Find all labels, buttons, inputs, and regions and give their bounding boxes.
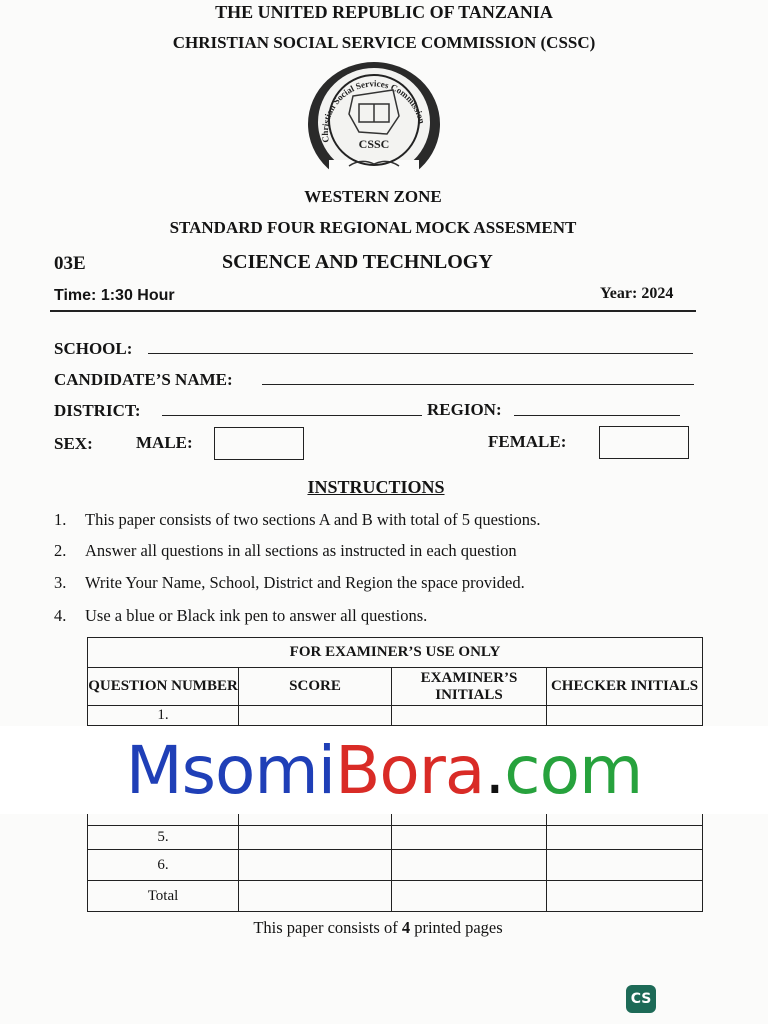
exam-title: STANDARD FOUR REGIONAL MOCK ASSESMENT <box>169 218 577 237</box>
watermark-part: Msomi <box>125 731 336 809</box>
instruction-item <box>54 573 525 593</box>
watermark-part: Bora <box>335 731 485 809</box>
logo-ring-text: Christian Social Services Commission <box>319 78 428 144</box>
camscanner-badge: CS <box>626 985 656 1013</box>
examiner-initials-cell[interactable] <box>392 706 547 726</box>
instruction-item <box>54 510 541 530</box>
table-row <box>88 850 703 881</box>
zone-title: WESTERN ZONE <box>304 187 442 206</box>
header-examiner-initials: EXAMINER’S INITIALS <box>392 668 547 706</box>
table-row <box>88 826 703 850</box>
instruction-text: This paper consists of two sections A and B with total of 5 questions. <box>85 510 541 529</box>
checker-initials-cell[interactable] <box>547 826 703 850</box>
female-checkbox[interactable] <box>599 426 689 459</box>
examiner-initials-cell[interactable] <box>392 881 547 912</box>
logo-abbrev: CSSC <box>358 137 390 151</box>
question-number-cell: 5. <box>88 826 239 850</box>
male-checkbox[interactable] <box>214 427 304 460</box>
sex-label: SEX: <box>54 434 93 453</box>
score-cell[interactable] <box>239 850 392 881</box>
country-title: THE UNITED REPUBLIC OF TANZANIA <box>215 2 553 22</box>
year-label: Year: 2024 <box>600 285 674 302</box>
total-cell: Total <box>88 881 239 912</box>
watermark-part: . <box>484 731 505 809</box>
instruction-text: Answer all questions in all sections as instructed in each question <box>85 541 517 560</box>
examiner-initials-cell[interactable] <box>392 826 547 850</box>
score-cell[interactable] <box>239 706 392 726</box>
watermark-part: com <box>504 731 643 809</box>
instruction-number: 3. <box>54 573 67 592</box>
district-field[interactable] <box>162 415 422 416</box>
subject-title: SCIENCE AND TECHNLOGY <box>222 251 493 273</box>
instruction-number: 4. <box>54 606 67 625</box>
district-label: DISTRICT: <box>54 401 141 420</box>
score-cell[interactable] <box>239 881 392 912</box>
header-rule <box>50 310 696 312</box>
footer-text: This paper consists of <box>253 918 402 937</box>
checker-initials-cell[interactable] <box>547 706 703 726</box>
school-label: SCHOOL: <box>54 339 133 358</box>
instruction-number: 2. <box>54 541 67 560</box>
cssc-logo <box>301 56 447 190</box>
page-count-note <box>0 918 756 938</box>
paper-code: 03E <box>54 253 86 274</box>
checker-initials-cell[interactable] <box>547 850 703 881</box>
instruction-item <box>54 541 517 561</box>
school-field[interactable] <box>148 353 693 354</box>
checker-initials-cell[interactable] <box>547 881 703 912</box>
footer-text: printed pages <box>410 918 503 937</box>
region-field[interactable] <box>514 415 680 416</box>
header-score: SCORE <box>239 668 392 706</box>
instruction-number: 1. <box>54 510 67 529</box>
question-number-cell: 1. <box>88 706 239 726</box>
header-question-number: QUESTION NUMBER <box>88 668 239 706</box>
page-count: 4 <box>401 918 411 937</box>
table-row <box>88 881 703 912</box>
candidate-name-field[interactable] <box>262 384 694 385</box>
header-checker-initials: CHECKER INITIALS <box>547 668 703 706</box>
score-cell[interactable] <box>239 826 392 850</box>
candidate-name-label: CANDIDATE’S NAME: <box>54 370 233 389</box>
instructions-title: INSTRUCTIONS <box>307 477 445 497</box>
instruction-text: Use a blue or Black ink pen to answer all questions. <box>85 606 428 625</box>
instruction-text: Write Your Name, School, District and Region the space provided. <box>85 573 525 592</box>
male-label: MALE: <box>136 433 193 452</box>
region-label: REGION: <box>427 400 502 419</box>
instruction-item <box>54 606 427 626</box>
time-label: Time: 1:30 Hour <box>54 287 175 304</box>
female-label: FEMALE: <box>488 432 567 451</box>
examiner-initials-cell[interactable] <box>392 850 547 881</box>
question-number-cell: 6. <box>88 850 239 881</box>
table-row <box>88 706 703 726</box>
examiner-table-title: FOR EXAMINER’S USE ONLY <box>88 638 703 668</box>
watermark-banner <box>0 726 768 814</box>
commission-title: CHRISTIAN SOCIAL SERVICE COMMISSION (CSSC) <box>172 33 596 52</box>
